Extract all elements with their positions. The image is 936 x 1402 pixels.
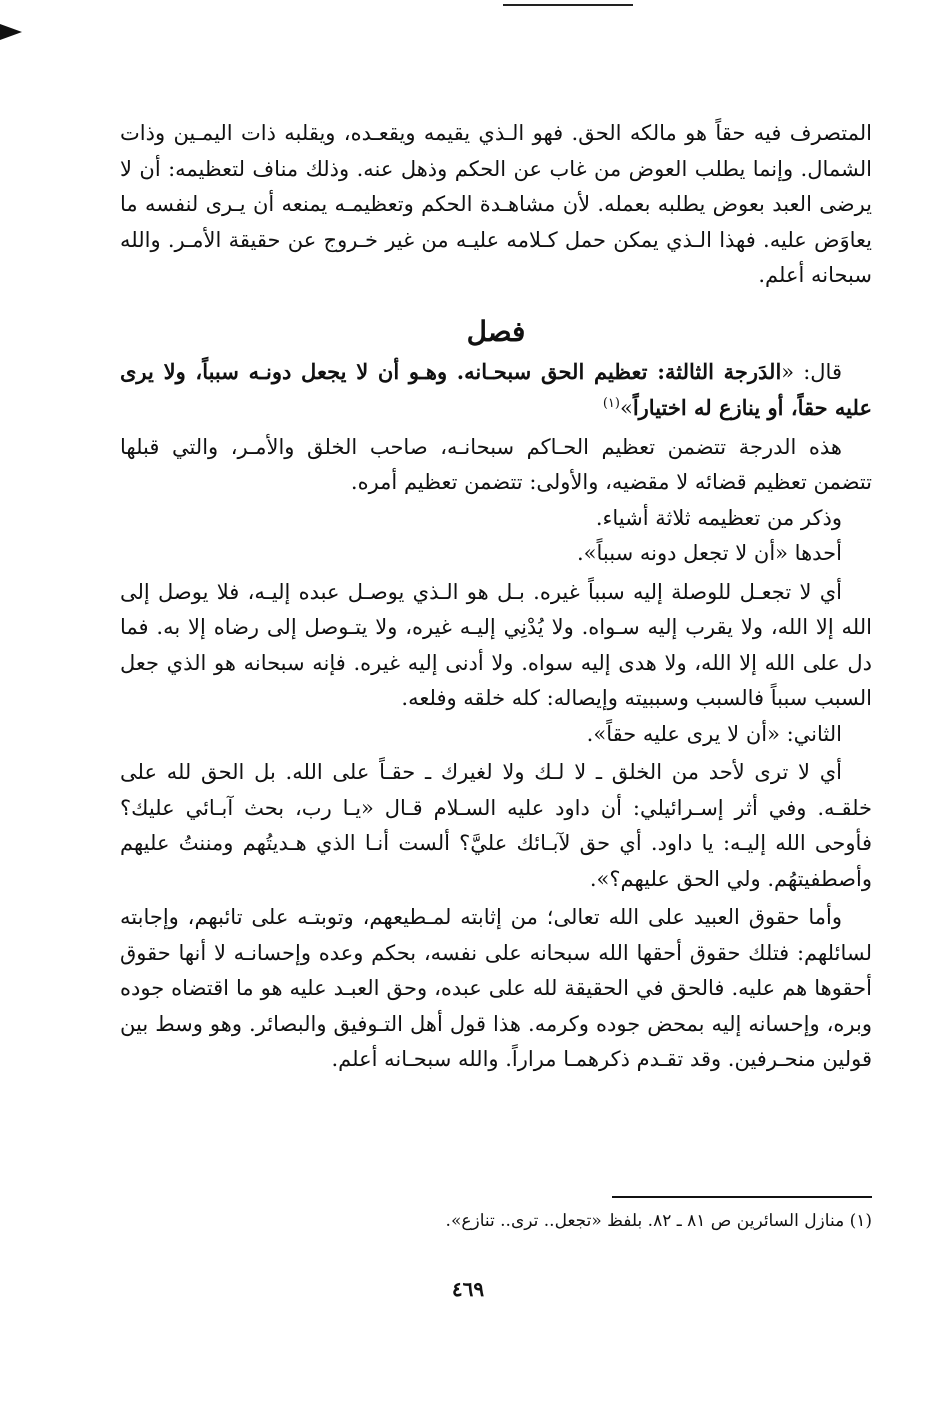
quote-paragraph — [120, 354, 872, 427]
page-number: ٤٦٩ — [451, 1277, 485, 1301]
page-body — [120, 116, 872, 1078]
quote-suffix: » — [619, 396, 633, 420]
footnote: (١) منازل السائرين ص ٨١ ـ ٨٢. بلفظ «تجعل.. ترى.. تنازع». — [445, 1211, 872, 1231]
header-rule — [503, 4, 633, 6]
paragraph-8: وأما حقوق العبيد على الله تعالى؛ من إثابته لمـطيعهم، وتوبتـه على تائبهم، وإجابته لسائلهم: فتلك حقوق أحقها الله سبحانه على نفسه، بحكم وعده وإحسانـه لا أنها حقوق أحقوها هم عليه. فالحق في الحقيقة لله على عبده، وحق العبـد عليه هو ما اقتضاه جوده وبره، وإحسانه إليه بمحض جوده وكرمه. هذا قول أهل التـوفيق والبصائر. وهو وسط بين قولين منحـرفين. وقد تقـدم ذكرهمـا مراراً. والله سبحـانه أعلم. — [120, 905, 873, 1071]
corner-arrow-mark — [0, 24, 22, 40]
section-heading: فصل — [466, 314, 526, 348]
quote-prefix: قال: « — [781, 359, 842, 384]
footnote-rule — [612, 1196, 872, 1198]
paragraph-6: الثاني: «أن لا يرى عليه حقاً». — [586, 721, 842, 746]
paragraph-5: أي لا تجعـل للوصلة إليه سبباً غيره. بـل هو الـذي يوصـل عبده إليـه، فلا يوصل إلى الله إلا الله، ولا يقرب إليه سـواه. ولا يُدْنِي إليـه غيره، ولا يتـوصل إلى رضاه إلا به. فما دل على الله إلا الله، ولا هدى إليه سواه. ولا أدنى إليه غيره. فإنه سبحانه هو الذي جعل السبب سبباً فالسبب وسببيته وإيصاله: كله خلقه وفلعه. — [120, 579, 872, 710]
paragraph-3: وذكر من تعظيمه ثلاثة أشياء. — [595, 505, 842, 530]
paragraph-1: المتصرف فيه حقاً هو مالكه الحق. فهو الـذي يقيمه ويقعـده، ويقلبه ذات اليمـين وذات الشمال. وإنما يطلب العوض من غاب عن الحكم وذهل عنه. وذلك مناف لتعظيمه: أن لا يرضى العبد بعوض يطلبه بعمله. لأن مشاهـدة الحكم وتعظيمـه يمنعه أن يـرى لنفسه ما يعاوَض عليه. فهذا الـذي يمكن حمل كـلامه عليـه من غير خـروج عن حقيقة الأمـر. والله سبحانه أعلم. — [120, 121, 872, 287]
quote-body: الدَرجة الثالثة: تعظيم الحق سبحـانه. وهـو أن لا يجعل دونـه سبباً، ولا يرى عليه حقاً، أو ينازع له اختياراً — [120, 358, 872, 420]
paragraph-2: هذه الدرجة تتضمن تعظيم الحـاكم سبحانـه، صاحب الخلق والأمـر، والتي قبلها تتضمن تعظيم قضائه لا مقضيه، والأولى: تتضمن تعظيم أمره. — [120, 434, 872, 494]
paragraph-4: أحدها «أن لا تجعل دونه سبباً». — [577, 541, 842, 565]
paragraph-7: أي لا ترى لأحد من الخلق ـ لا لـك ولا لغيرك ـ حقـاً على الله. بل الحق لله على خلقـه. وفي أثر إسـرائيلي: أن داود عليه السـلام قـال «يـا رب، بحث آبـائي عليك؟ فأوحى الله إليـه: يا داود. أي حق لآبـائك عليَّ؟ ألست أنـا الذي هـديتُهم ومننتُ عليهم وأصطفيتهُم. ولي الحق عليهم؟». — [120, 760, 872, 891]
footnote-reference: (١) — [602, 396, 620, 411]
